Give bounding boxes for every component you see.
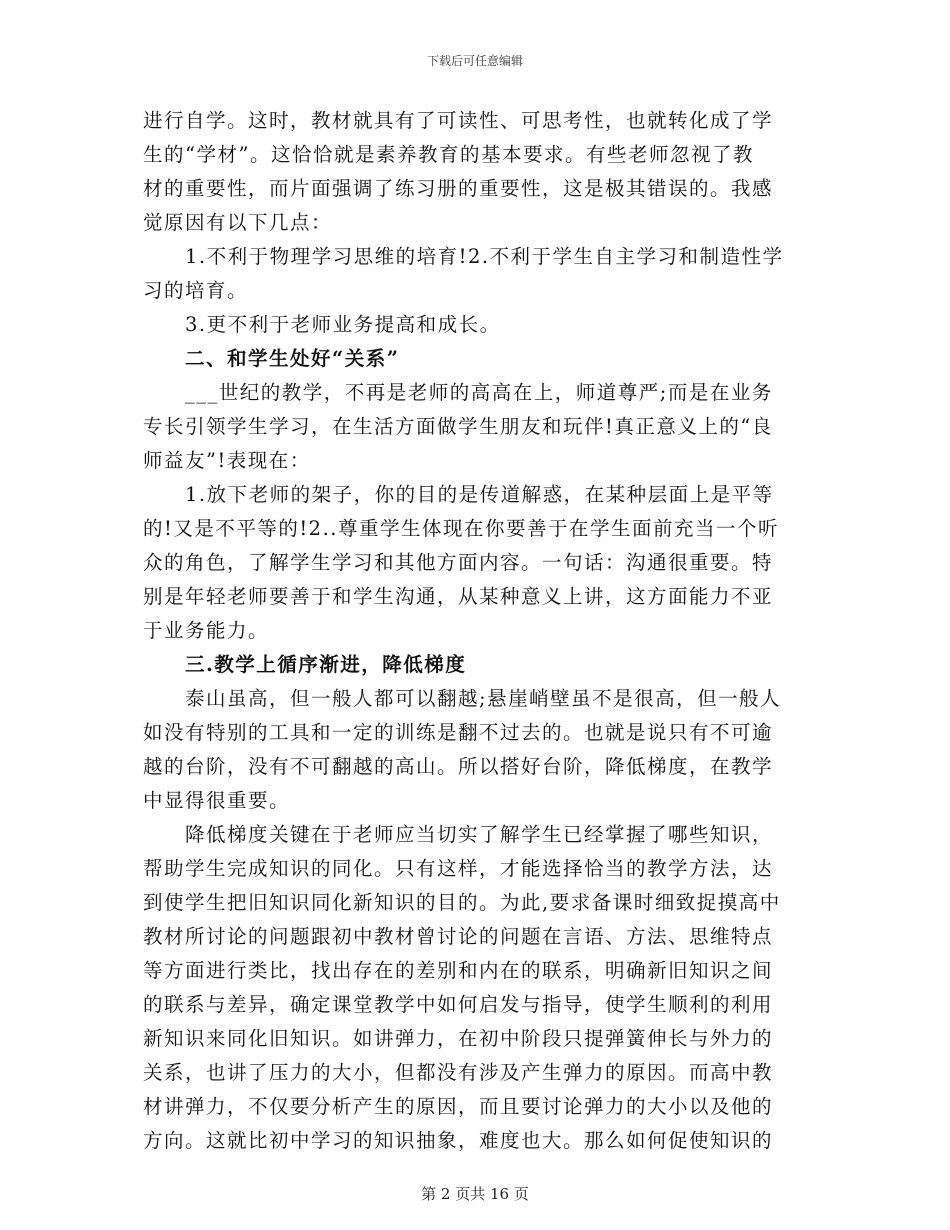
text-line: 的联系与差异，确定课堂教学中如何启发与指导，使学生顺利的利用 xyxy=(143,993,774,1016)
text-line: 方向。这就比初中学习的知识抽象，难度也大。那么如何促使知识的 xyxy=(143,1129,774,1152)
text-line: 习的培育。 xyxy=(143,279,249,302)
text-line: 师益友”!表现在： xyxy=(143,449,311,472)
text-line: 的!又是不平等的!2..尊重学生体现在你要善于在学生面前充当一个听 xyxy=(143,517,779,540)
text-line: 专长引领学生学习，在生活方面做学生朋友和玩伴!真正意义上的“良 xyxy=(143,415,773,438)
page-footer: 第 2 页共 16 页 xyxy=(421,1185,529,1203)
text-line: 等方面进行类比，找出存在的差别和内在的联系，明确新旧知识之间 xyxy=(143,959,774,982)
text-line: 帮助学生完成知识的同化。只有这样，才能选择恰当的教学方法，达 xyxy=(143,857,774,880)
page-header: 下载后可任意编辑 xyxy=(426,54,523,68)
paragraph-first-line: 1.不利于物理学习思维的培育!2.不利于学生自主学习和制造性学 xyxy=(185,245,784,268)
text-line: 中显得很重要。 xyxy=(143,789,291,812)
text-line: 众的角色，了解学生学习和其他方面内容。一句话：沟通很重要。特 xyxy=(143,551,774,574)
text-line: 材的重要性，而片面强调了练习册的重要性，这是极其错误的。我感 xyxy=(143,177,774,200)
paragraph-first-line: ___世纪的教学，不再是老师的高高在上，师道尊严;而是在业务 xyxy=(185,381,773,404)
text-line: 觉原因有以下几点： xyxy=(143,211,333,234)
text-line: 越的台阶，没有不可翻越的高山。所以搭好台阶，降低梯度，在教学 xyxy=(143,755,774,778)
text-line: 关系，也讲了压力的大小，但都没有涉及产生弹力的原因。而高中教 xyxy=(143,1061,774,1084)
text-line: 教材所讨论的问题跟初中教材曾讨论的问题在言语、方法、思维特点 xyxy=(143,925,774,948)
paragraph-first-line: 1.放下老师的架子，你的目的是传道解惑，在某种层面上是平等 xyxy=(185,483,774,506)
paragraph-first-line: 泰山虽高，但一般人都可以翻越;悬崖峭壁虽不是很高，但一般人 xyxy=(185,687,782,710)
section-heading: 三.教学上循序渐进，降低梯度 xyxy=(185,653,467,676)
text-line: 于业务能力。 xyxy=(143,619,270,642)
text-line: 别是年轻老师要善于和学生沟通，从某种意义上讲，这方面能力不亚 xyxy=(143,585,774,608)
text-line: 生的“学材”。这恰恰就是素养教育的基本要求。有些老师忽视了教 xyxy=(143,143,754,166)
section-heading: 二、和学生处好“关系” xyxy=(185,347,400,370)
text-line: 如没有特别的工具和一定的训练是翻不过去的。也就是说只有不可逾 xyxy=(143,721,774,744)
paragraph-first-line: 3.更不利于老师业务提高和成长。 xyxy=(185,313,501,336)
text-line: 到使学生把旧知识同化新知识的目的。为此,要求备课时细致捉摸高中 xyxy=(143,891,781,914)
text-line: 材讲弹力，不仅要分析产生的原因，而且要讨论弹力的大小以及他的 xyxy=(143,1095,774,1118)
paragraph-first-line: 降低梯度关键在于老师应当切实了解学生已经掌握了哪些知识， xyxy=(185,823,774,846)
document-body xyxy=(143,104,813,1158)
text-line: 新知识来同化旧知识。如讲弹力，在初中阶段只提弹簧伸长与外力的 xyxy=(143,1027,774,1050)
text-line: 进行自学。这时，教材就具有了可读性、可思考性，也就转化成了学 xyxy=(143,109,774,132)
